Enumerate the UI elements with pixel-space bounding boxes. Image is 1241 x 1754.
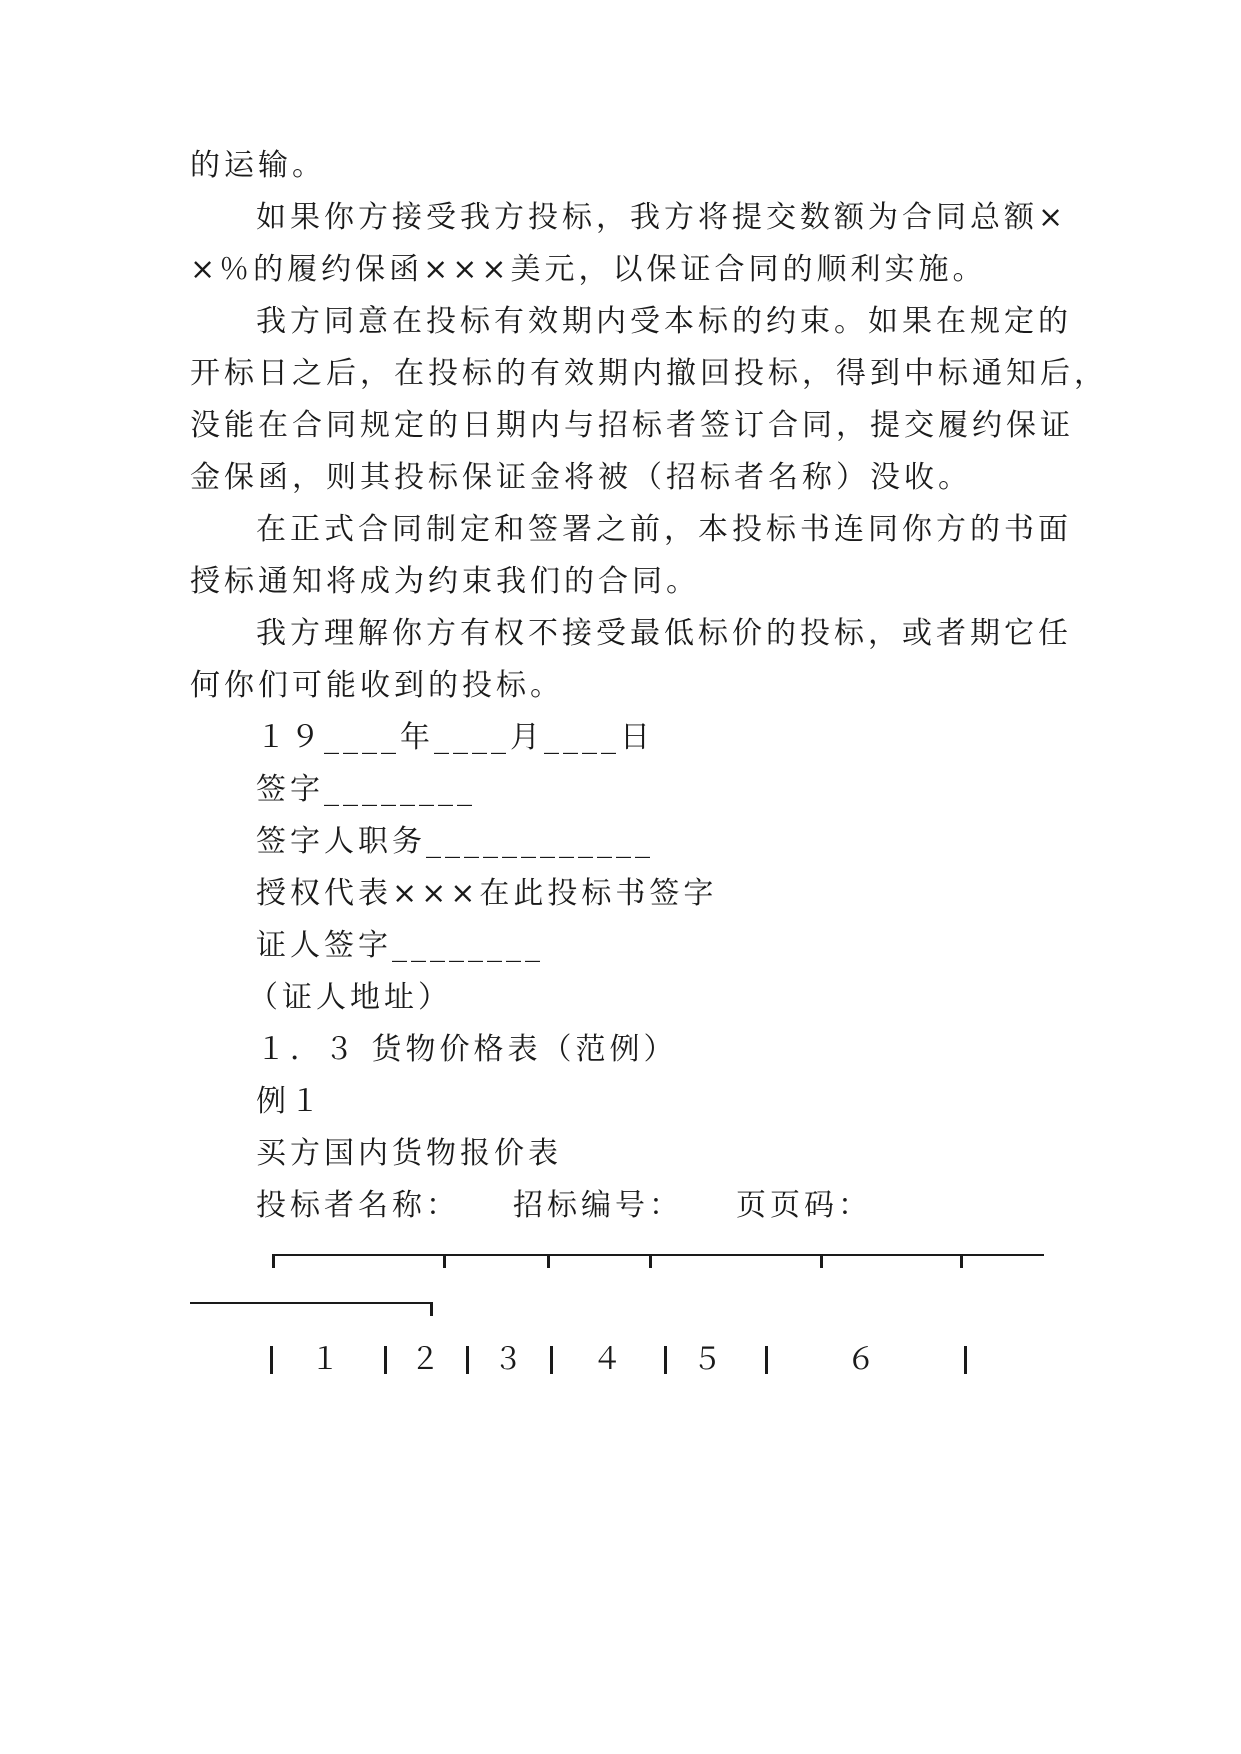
table-cell-border [964,1346,967,1374]
table-header-cell: ３ [493,1342,523,1377]
table-header-cell: ５ [692,1342,722,1377]
table-cell-border [664,1346,667,1374]
text-line: 我方理解你方有权不接受最低标价的投标，或者期它任 [256,616,1072,651]
table-cell-border [384,1346,387,1374]
text-line: 如果你方接受我方投标，我方将提交数额为合同总额× [256,200,1068,235]
table-cell-border [765,1346,768,1374]
text-line: ×％的履约保函×××美元，以保证合同的顺利实施。 [190,252,987,287]
table-header-cell: ６ [846,1342,876,1377]
table-top-border-continued [190,1302,432,1304]
table-top-border [272,1254,1044,1256]
signature-line: 签字________ [256,772,476,807]
text-line: 的运输。 [190,148,326,183]
witness-signature-line: 证人签字________ [256,928,544,963]
example-label: 例１ [256,1084,324,1119]
table-junction [820,1254,823,1268]
witness-address-line: （证人地址） [248,980,452,1015]
table-corner-left [272,1254,275,1268]
text-line: 没能在合同规定的日期内与招标者签订合同，提交履约保证 [190,408,1074,443]
text-line: 授标通知将成为约束我们的合同。 [190,564,700,599]
date-line: １９____年____月____日 [256,720,654,755]
signer-title-line: 签字人职务____________ [256,824,654,859]
text-line: 何你们可能收到的投标。 [190,668,564,703]
table-header-cell: ２ [410,1342,440,1377]
text-line: 我方同意在投标有效期内受本标的约束。如果在规定的 [256,304,1072,339]
text-line: 在正式合同制定和签署之前，本投标书连同你方的书面 [256,512,1072,547]
text-line: 金保函，则其投标保证金将被（招标者名称）没收。 [190,460,972,495]
table-cell-border [550,1346,553,1374]
table-title: 买方国内货物报价表 [256,1136,562,1171]
table-junction [443,1254,446,1268]
section-heading: １．３ 货物价格表（范例） [256,1032,678,1067]
table-cell-border [466,1346,469,1374]
text-line: 开标日之后，在投标的有效期内撤回投标，得到中标通知后， [190,356,1108,391]
bidder-info-line: 投标者名称： 招标编号： 页页码： [256,1188,872,1223]
table-header-cell: １ [310,1342,340,1377]
table-junction [649,1254,652,1268]
table-cell-border [270,1346,273,1374]
authorization-line: 授权代表×××在此投标书签字 [256,876,718,911]
table-corner-right [430,1302,433,1316]
table-junction [960,1254,963,1268]
table-junction [547,1254,550,1268]
table-header-cell: ４ [592,1342,622,1377]
